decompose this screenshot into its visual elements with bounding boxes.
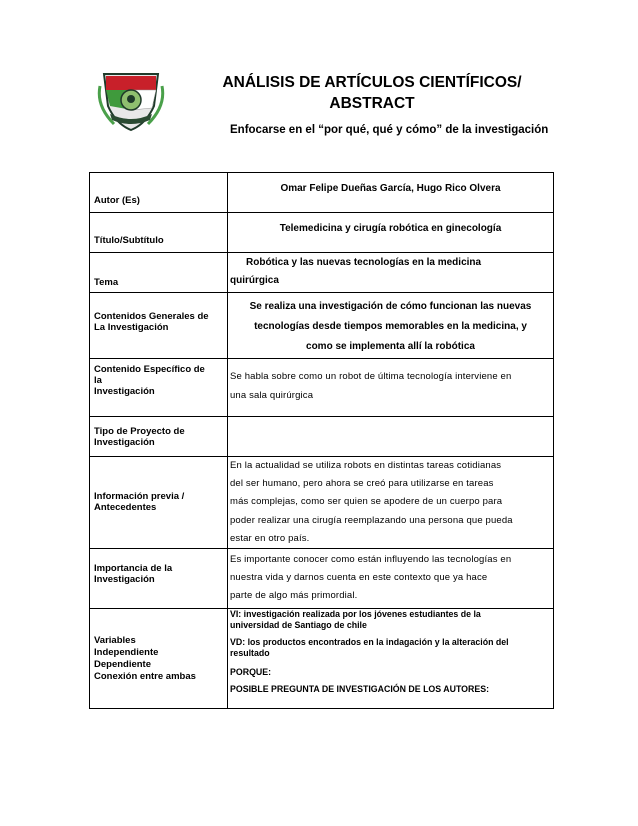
- contenidos-value: Se realiza una investigación de cómo funcionan las nuevas tecnologías desde tiempos memorables en la medicina, y como se implementa allí la robótica: [249, 301, 532, 352]
- page-subtitle: Enfocarse en el “por qué, qué y cómo” de la investigación: [230, 124, 549, 136]
- table-row-autor: [90, 173, 554, 213]
- vd-line2: resultado: [230, 648, 270, 659]
- especifico-value: Se habla sobre como un robot de última tecnología interviene en una sala quirúrgica: [230, 371, 512, 401]
- tipo-label: Tipo de Proyecto de Investigación: [94, 426, 185, 448]
- table-row-especifico: [90, 359, 554, 417]
- importancia-value: Es importante conocer como están influyendo las tecnologías en nuestra vida y darnos cuenta en este contexto que ya hace parte de algo más primordial.: [230, 554, 512, 602]
- tipo-value: [228, 417, 554, 457]
- table-row-importancia: [90, 549, 554, 609]
- autor-value: Omar Felipe Dueñas García, Hugo Rico Olvera: [280, 183, 501, 194]
- tema-label: Tema: [94, 277, 119, 288]
- table-row-tema: [90, 253, 554, 293]
- titulo-value: Telemedicina y cirugía robótica en ginecología: [279, 223, 502, 234]
- tema-value-line1: Robótica y las nuevas tecnologías en la medicina: [246, 257, 482, 268]
- analysis-table: [89, 172, 554, 709]
- porque-label: PORQUE:: [230, 667, 272, 678]
- vi-line1: VI: investigación realizada por los jóvenes estudiantes de la: [230, 609, 481, 620]
- previa-value: En la actualidad se utiliza robots en distintas tareas cotidianas del ser humano, pero ahora se creó para utilizarse en tareas más complejas, como ser quien se apodere de un cuerpo para poder realizar una cirugía reemplazando una persona que pueda estar en otro país.: [230, 460, 513, 544]
- page-title: ANÁLISIS DE ARTÍCULOS CIENTÍFICOS/ ABSTRACT: [222, 74, 522, 112]
- table-row-previa: [90, 457, 554, 549]
- especifico-label: Contenido Específico de la Investigación: [94, 364, 205, 397]
- table-row-variables: [90, 609, 554, 709]
- vi-line2: universidad de Santiago de chile: [230, 620, 367, 631]
- variables-label: Variables Independiente Dependiente Conexión entre ambas: [94, 635, 196, 683]
- table-row-tipo: [90, 417, 554, 457]
- variables-value: [228, 609, 553, 695]
- tema-value-line2: quirúrgica: [230, 275, 279, 286]
- university-logo-icon: [96, 66, 166, 136]
- autor-label: Autor (Es): [94, 195, 140, 206]
- table-row-titulo: [90, 213, 554, 253]
- vd-line1: VD: los productos encontrados en la indagación y la alteración del: [230, 637, 509, 648]
- pregunta-label: POSIBLE PREGUNTA DE INVESTIGACIÓN DE LOS AUTORES:: [230, 684, 490, 695]
- titulo-label: Título/Subtítulo: [94, 235, 164, 246]
- previa-label: Información previa / Antecedentes: [94, 491, 185, 513]
- contenidos-label: Contenidos Generales de La Investigación: [94, 311, 209, 333]
- table-row-contenidos: [90, 293, 554, 359]
- importancia-label: Importancia de la Investigación: [94, 563, 173, 586]
